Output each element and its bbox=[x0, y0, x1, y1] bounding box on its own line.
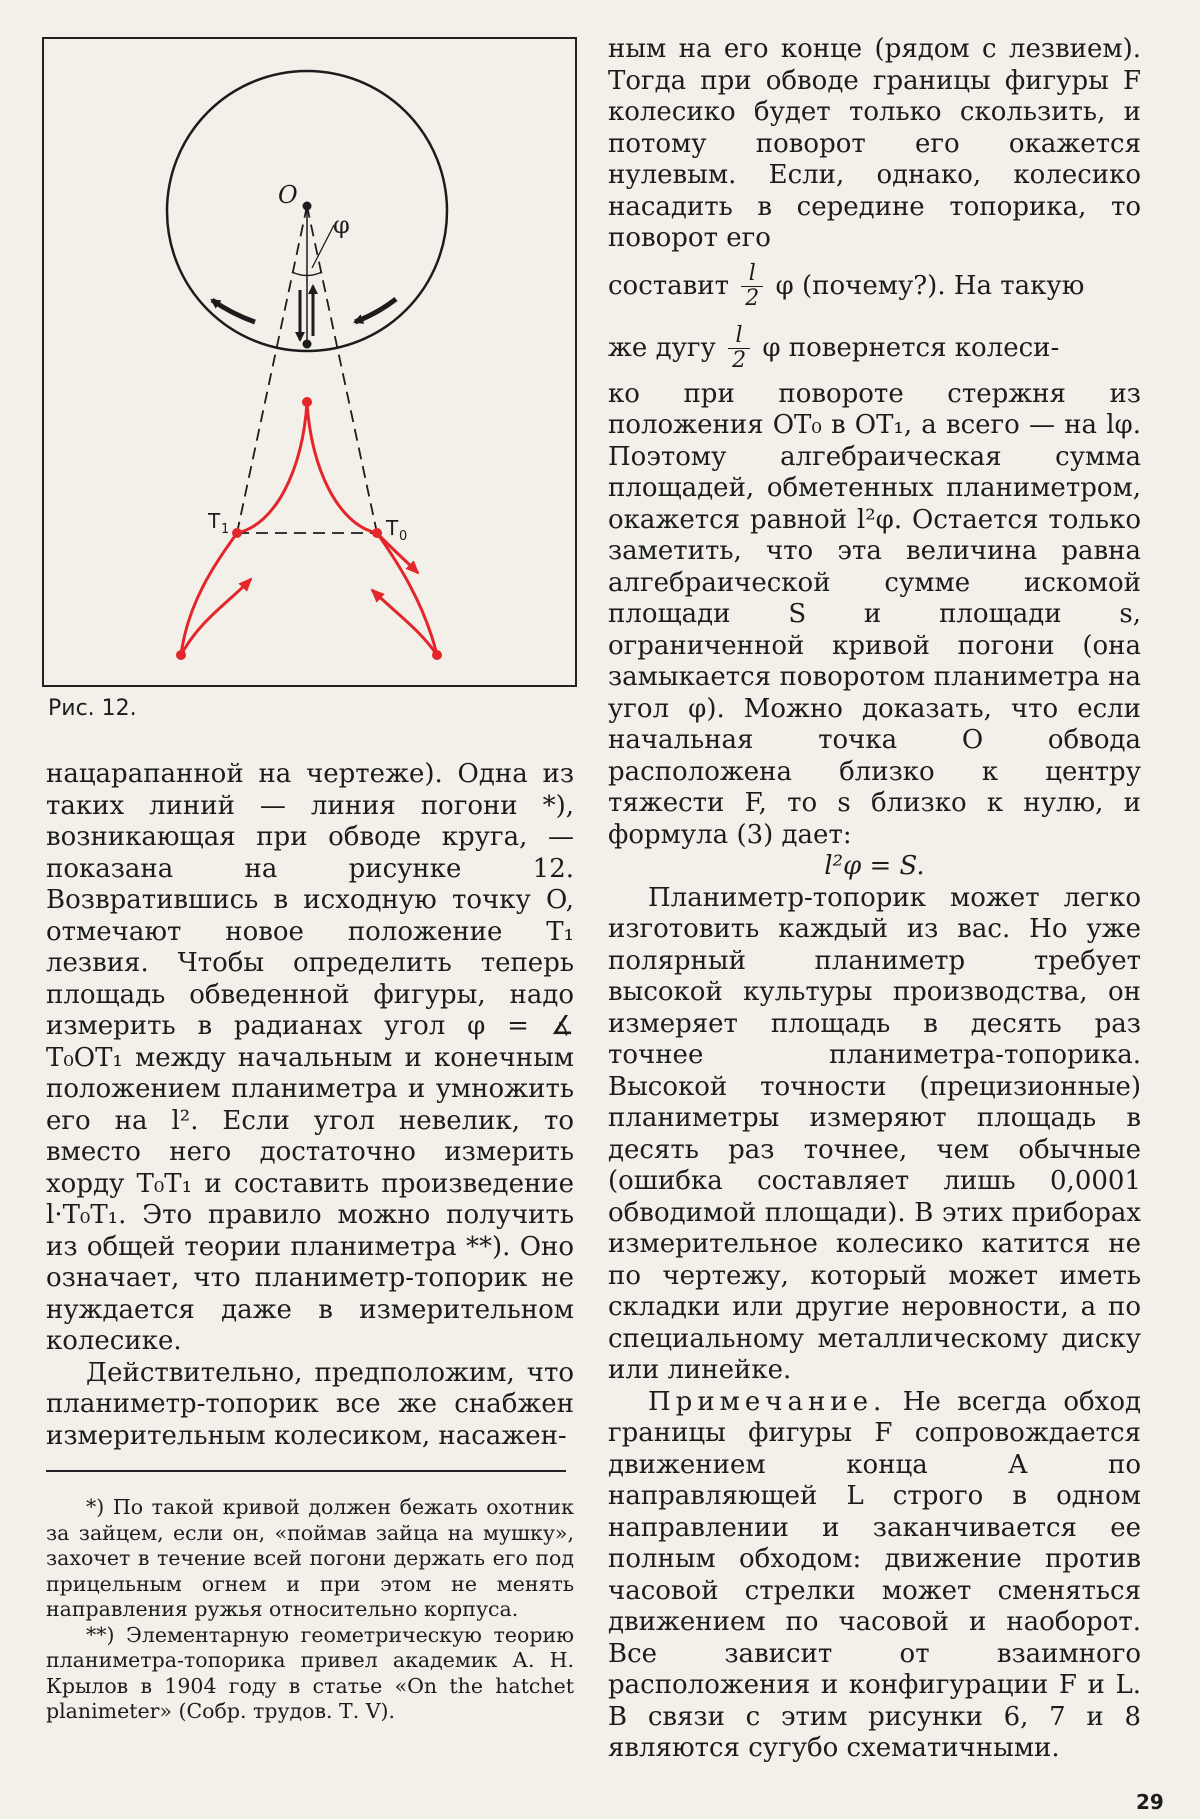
note-text: Не всегда обход границы фигуры F сопровождается движением конца A по направляющей L строго в одном направлении и заканчивается ее полным обходом: движение против часовой стрелки может сменяться движением по часовой и наоборот. Все зависит от взаимного расположения и конфигурации F и L. В связи с этим рисунки 6, 7 и 8 являются сугубо схематичными. bbox=[608, 1386, 1141, 1763]
text-fragment: составит bbox=[608, 270, 730, 301]
rod-to-t0 bbox=[307, 206, 377, 533]
pursuit-curve-right-upper bbox=[307, 402, 377, 533]
paragraph: Действительно, предположим, что планиметр-топорик все же снабжен измерительным колесиком, насажен- bbox=[46, 1357, 574, 1451]
fraction bbox=[728, 324, 750, 373]
figure-caption: Рис. 12. bbox=[48, 696, 137, 721]
label-t1: T bbox=[208, 509, 221, 533]
rod-to-t1 bbox=[237, 206, 307, 533]
formula: l²φ = S. bbox=[824, 851, 925, 881]
footnote: *) По такой кривой должен бежать охотник за зайцем, если он, «поймав зайца на мушку», захочет в течение всей погони держать его под прицельным огнем и при этом не менять направления ружья относительно корпуса. bbox=[46, 1495, 574, 1621]
pursuit-curve-left-lower bbox=[181, 533, 237, 655]
fraction-numerator: l bbox=[728, 324, 750, 349]
right-column bbox=[608, 34, 1141, 1765]
label-o: O bbox=[278, 181, 298, 209]
point-o bbox=[303, 202, 312, 211]
point-t1 bbox=[232, 528, 242, 538]
label-t1-sub: 1 bbox=[221, 522, 230, 537]
pursuit-curve-left-return bbox=[181, 579, 251, 655]
text-fragment: же дугу bbox=[608, 332, 716, 363]
circle-arrow-right bbox=[355, 299, 396, 322]
paragraph: ным на его конце (рядом с лезвием). Тогда при обводе границы фигуры F колесико будет только скользить, и потому поворот его окажется нулевым. Если, однако, колесико насадить в середине топорика, то поворот его bbox=[608, 34, 1141, 253]
paragraph: ко при повороте стержня из положения OT₀ в OT₁, а всего — на lφ. Поэтому алгебраическая сумма площадей, обметенных планиметром, окажется равной l²φ. Остается только заметить, что эта величина равна алгебраической сумме искомой площади S и площади s, ограниченной кривой погони (она замыкается поворотом планиметра на угол φ). Можно доказать, что если начальная точка O обвода расположена близко к центру тяжести F, то s близко к нулю, и формула (3) дает: bbox=[608, 378, 1141, 850]
label-t0: T bbox=[386, 516, 399, 540]
page-number: 29 bbox=[1136, 1790, 1164, 1814]
footnote-divider bbox=[46, 1470, 566, 1472]
point-t0 bbox=[372, 528, 382, 538]
left-column bbox=[46, 759, 574, 1452]
text-fragment: φ (почему?). На такую bbox=[775, 270, 1085, 301]
fraction bbox=[741, 262, 763, 311]
footnotes bbox=[46, 1495, 574, 1725]
curve-end-right bbox=[432, 650, 442, 660]
note-paragraph bbox=[608, 1387, 1141, 1765]
curve-end-left bbox=[176, 650, 186, 660]
point-bottom bbox=[303, 340, 312, 349]
fraction-denominator: 2 bbox=[732, 348, 747, 373]
pursuit-curve-right-lower bbox=[377, 533, 437, 655]
label-phi: φ bbox=[333, 211, 350, 239]
footnote: **) Элементарную геометрическую теорию планиметра-топорика привел академик А. Н. Крылов в 1904 году в статье «On the hatchet planimeter» (Собр. трудов. Т. V). bbox=[46, 1622, 574, 1723]
paragraph: Планиметр-топорик может легко изготовить каждый из вас. Но уже полярный планиметр требует высокой культуры производства, он измеряет площадь в десять раз точнее планиметра-топорика. Высокой точности (прецизионные) планиметры измеряют площадь в десять раз точнее, чем обычные (ошибка составляет лишь 0,0001 обводимой площади). В этих приборах измерительное колесико катится не по чертежу, который может иметь складки или другие неровности, а по специальному металлическому диску или линейке. bbox=[608, 882, 1141, 1385]
label-t0-sub: 0 bbox=[399, 529, 408, 544]
pursuit-curve-left-upper bbox=[237, 402, 307, 533]
formula-line bbox=[608, 317, 1141, 379]
fraction-denominator: 2 bbox=[745, 286, 760, 311]
paragraph: нацарапанной на чертеже). Одна из таких линий — линия погони *), возникающая при обводе круга, — показана на рисунке 12. Возвратившись в исходную точку O, отмечают новое положение T₁ лезвия. Чтобы определить теперь площадь обведенной фигуры, надо измерить в радианах угол φ = ∡ T₀OT₁ между начальным и конечным положением планиметра и умножить его на l². Если угол невелик, то вместо него достаточно измерить хорду T₀T₁ и составить произведение l·T₀T₁. Это правило можно получить из общей теории планиметра **). Оно означает, что планиметр-топорик не нуждается даже в измерительном колесике. bbox=[46, 759, 574, 1356]
fraction-numerator: l bbox=[741, 262, 763, 287]
formula-line bbox=[608, 255, 1141, 317]
curve-tip bbox=[302, 397, 312, 407]
text-fragment: φ повернется колеси- bbox=[762, 332, 1060, 363]
note-label: Примечание. bbox=[648, 1386, 887, 1417]
figure-12-diagram bbox=[0, 0, 600, 700]
